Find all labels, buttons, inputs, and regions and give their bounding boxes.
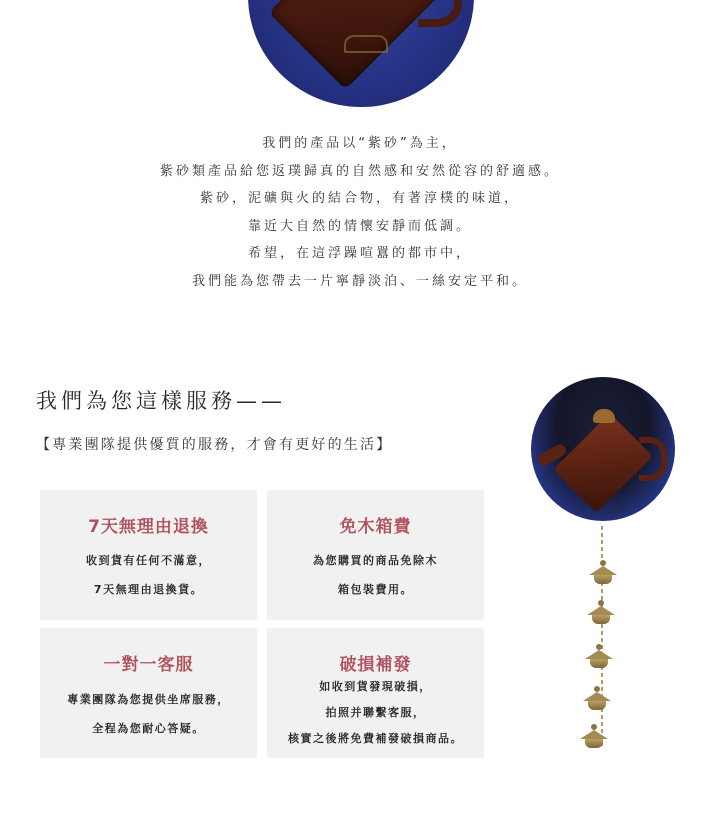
teapot-carving: [344, 35, 388, 53]
intro-line: 我們的產品以“紫砂”為主，: [262, 136, 458, 151]
bell-icon: [589, 560, 617, 586]
service-card-damage: [267, 628, 484, 758]
card-title: 一對一客服: [103, 655, 194, 675]
intro-line: 希望，在這浮躁喧囂的都市中，: [247, 246, 472, 262]
intro-line: 紫砂類產品給您返璞歸真的自然感和安然從容的舒適感。: [159, 163, 560, 179]
card-title: 破損補發: [339, 655, 412, 675]
bell-icon: [583, 686, 611, 712]
card-line: 箱包裝費用。: [338, 583, 413, 596]
card-body: [267, 674, 484, 752]
card-line: 為您購買的商品免除木: [313, 554, 438, 567]
intro-line: 靠近大自然的情懷安靜而低調。: [247, 218, 472, 234]
card-line: 專業團隊為您提供坐席服務，: [67, 693, 230, 706]
card-line: 全程為您耐心答疑。: [92, 722, 205, 735]
teapot-photo-side: [531, 377, 675, 521]
card-title: 免木箱費: [339, 517, 412, 537]
card-body: [40, 685, 257, 743]
bell-icon: [585, 644, 613, 670]
card-line: 拍照并聯繫客服，: [325, 706, 426, 719]
card-line: 核實之後將免費補發破損商品。: [288, 732, 463, 745]
intro-line: 我們能為您帶去一片寧靜淡泊、一絲安定平和。: [191, 273, 528, 289]
service-card-return: [40, 490, 257, 620]
card-line: 收到貨有任何不滿意，: [86, 554, 211, 567]
intro-text: [0, 130, 720, 296]
service-card-support: [40, 628, 257, 758]
card-body: [267, 546, 484, 604]
teapot-photo-top: [248, 0, 474, 107]
card-body: [40, 546, 257, 604]
bell-chain-decoration: [601, 526, 603, 746]
services-title: 我們為您這樣服務——: [36, 389, 286, 413]
teapot-body: [553, 413, 653, 513]
card-title: 7天無理由退換: [88, 517, 209, 537]
intro-line: 紫砂，泥礦與火的結合物，有著淳樸的味道，: [199, 191, 520, 207]
bell-icon: [587, 600, 615, 626]
bell-icon: [580, 724, 608, 750]
card-line: 7天無理由退換貨。: [93, 583, 204, 596]
card-line: 如收到貨發現破損，: [319, 680, 432, 693]
teapot-lid: [593, 409, 615, 423]
service-card-free-box: [267, 490, 484, 620]
services-subtitle: 【專業團隊提供優質的服務，才會有更好的生活】: [36, 437, 393, 453]
